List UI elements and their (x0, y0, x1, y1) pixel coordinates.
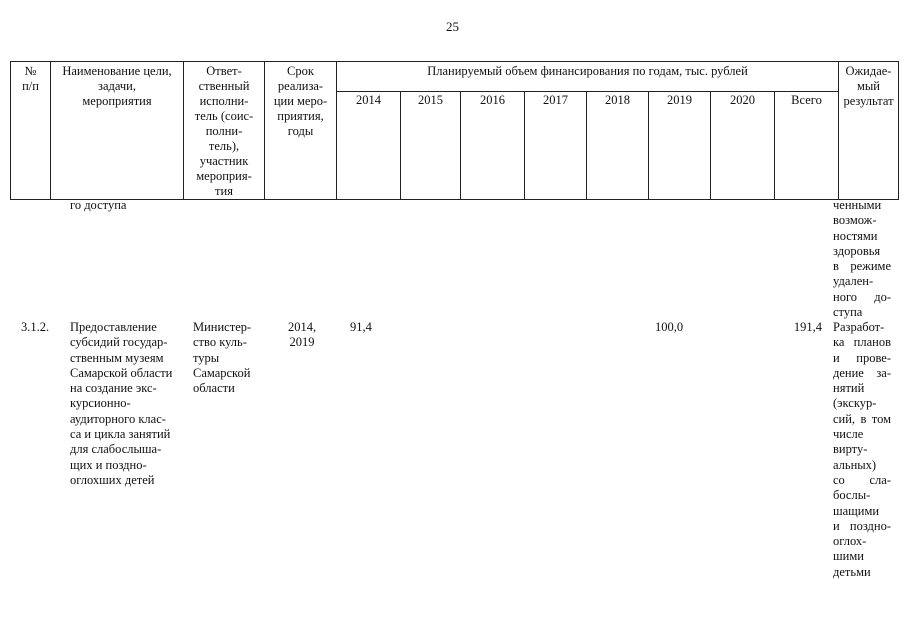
header-year: 2020 (711, 92, 775, 200)
header-year: 2014 (337, 92, 401, 200)
continuation-result (833, 198, 891, 320)
result-line: бослы- (833, 488, 871, 503)
result-line: дение за- (833, 365, 891, 380)
result-line: ка планов (833, 335, 891, 350)
result-line: и поздно- (833, 518, 891, 533)
header-num: № п/п (11, 62, 51, 200)
row-term: 2014, 2019 (287, 320, 317, 350)
result-line: оглох- (833, 534, 867, 549)
header-name: Наименование цели, задачи, мероприятия (51, 62, 184, 200)
result-line: удален- (833, 274, 874, 289)
result-line: вирту- (833, 442, 868, 457)
row-responsible: Министер- ство куль- туры Самарской области (193, 320, 252, 396)
result-line: ного до- (833, 289, 891, 304)
result-line: Разработ- (833, 320, 885, 334)
result-line: и прове- (833, 350, 891, 365)
row-number: 3.1.2. (21, 320, 50, 334)
value-total: 191,4 (793, 320, 822, 334)
page-number: 25 (446, 19, 459, 34)
value-2019: 100,0 (655, 320, 684, 334)
header-term: Срок реализа- ции меро- приятия, годы (265, 62, 337, 200)
result-line: сий, в том (833, 411, 891, 426)
header-total: Всего (775, 92, 839, 200)
header-year: 2016 (461, 92, 525, 200)
header-year: 2015 (401, 92, 461, 200)
result-line: (экскур- (833, 396, 877, 411)
financing-table (10, 61, 899, 200)
result-line: детьми (833, 564, 871, 579)
result-line: в режиме (833, 259, 891, 274)
value-2014: 91,4 (350, 320, 372, 334)
header-year: 2017 (525, 92, 587, 200)
row-name: Предоставление субсидий государ- ственным музеям Самарской области на создание экс- курсионно- аудиторного клас- са и цикла занятий для слабослыша- щих и поздно- оглохших детей (70, 320, 173, 487)
result-line: числе (833, 427, 864, 442)
result-line: здоровья (833, 243, 881, 258)
result-line: шими (833, 549, 864, 564)
header-result: Ожидае- мый результат (839, 62, 899, 200)
header-responsible: Ответ- ственный исполни- тель (соис- полни- тель), участник мероприя- тия (184, 62, 265, 200)
result-line: ностями (833, 228, 878, 243)
result-line: со сла- (833, 472, 891, 487)
result-line: нятий (833, 381, 865, 396)
continuation-name: го доступа (70, 198, 127, 212)
header-year: 2018 (587, 92, 649, 200)
result-line: возмож- (833, 213, 877, 228)
result-line: ченными (833, 198, 882, 212)
result-line: альных) (833, 457, 877, 472)
result-line: шащими (833, 503, 880, 518)
header-year: 2019 (649, 92, 711, 200)
result-line: ступа (833, 305, 863, 320)
row-result (833, 320, 891, 580)
header-financing: Планируемый объем финансирования по годам, тыс. рублей (337, 62, 839, 92)
